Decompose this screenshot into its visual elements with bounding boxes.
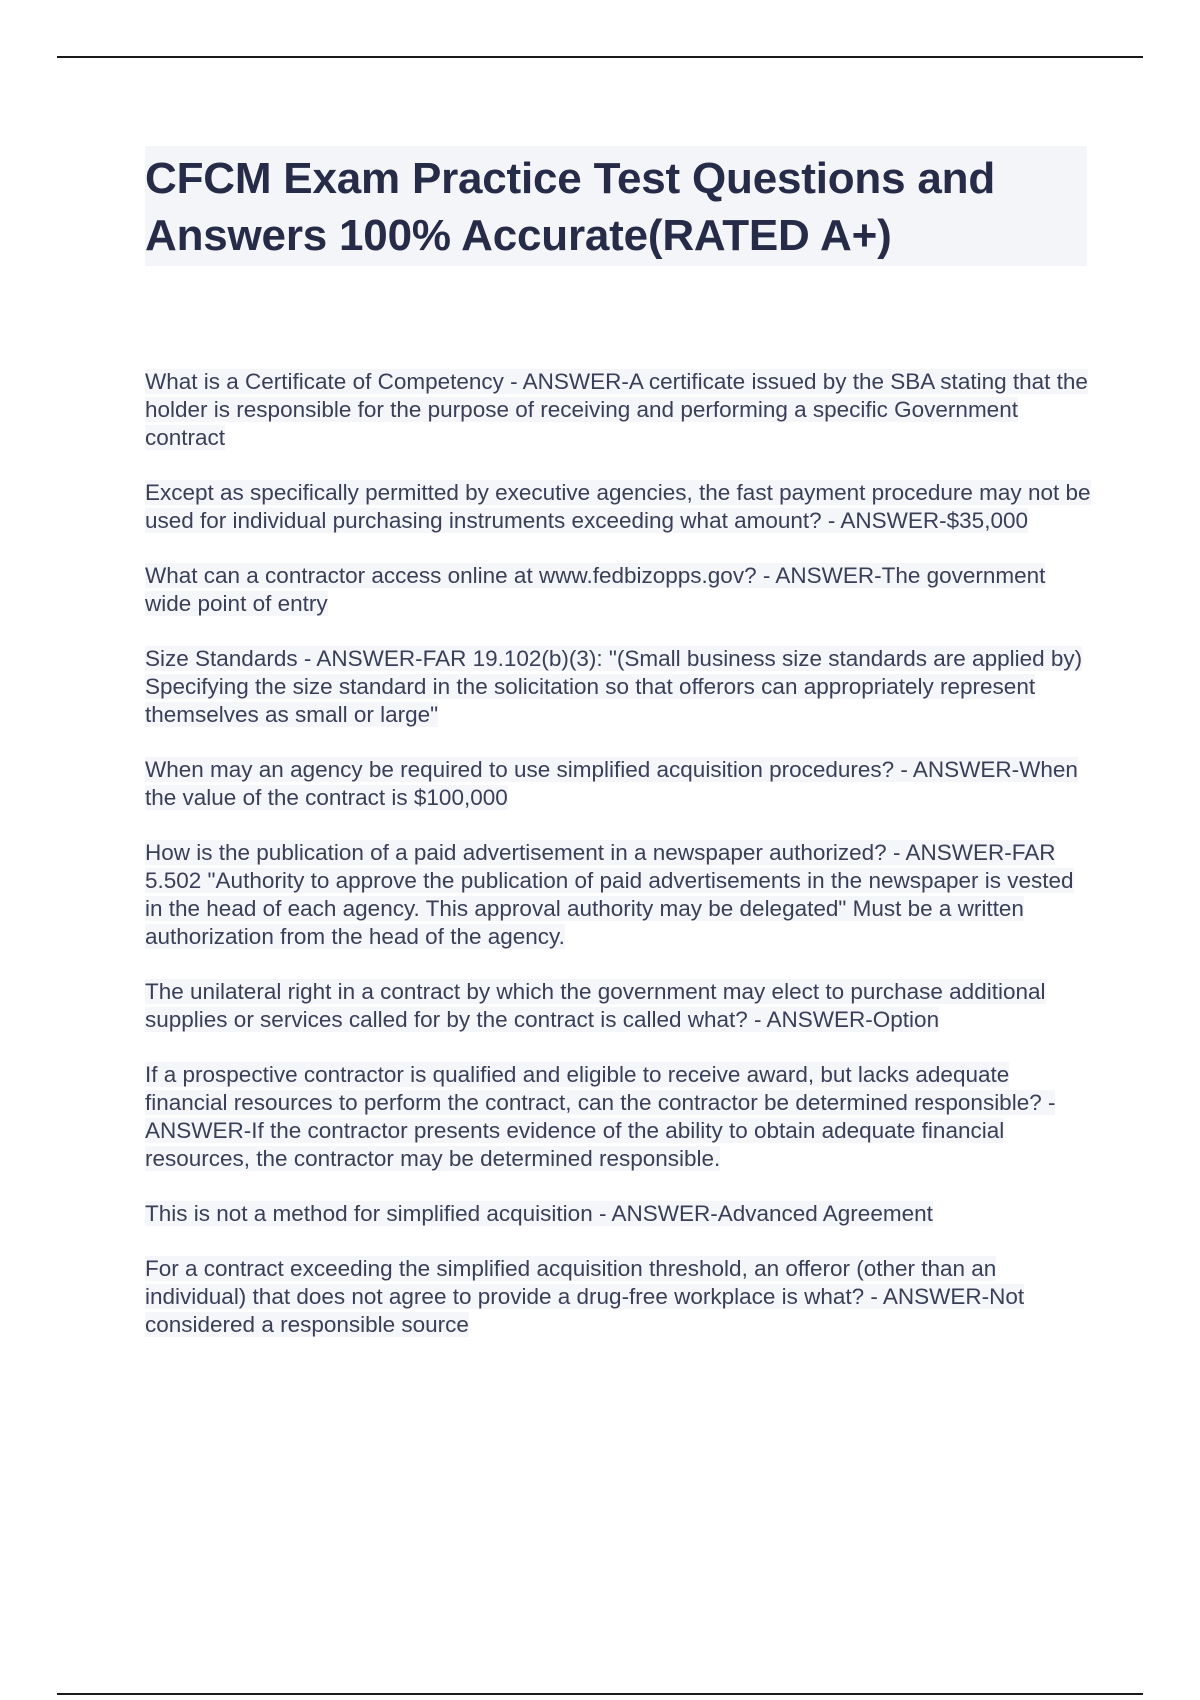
qa-item-4: Size Standards - ANSWER-FAR 19.102(b)(3): "(Small business size standards are applied by) Specifying the size standard in the solicitation so that offerors can appropriately represent themselves as small or large" [145,646,1083,727]
qa-item-6: How is the publication of a paid advertisement in a newspaper authorized? - ANSWER-FAR 5.502 "Authority to approve the publication of paid advertisements in the newspaper is vested in the head of each agency. This approval authority may be delegated" Must be a written authorization from the head of the agency. [145,840,1074,949]
qa-item-10: For a contract exceeding the simplified acquisition threshold, an offeror (other than an individual) that does not agree to provide a drug-free workplace is what? - ANSWER-Not considered a responsible source [145,1256,1025,1337]
qa-item-1: What is a Certificate of Competency - ANSWER-A certificate issued by the SBA stating that the holder is responsible for the purpose of receiving and performing a specific Government contract [145,369,1088,450]
qa-item-3: What can a contractor access online at www.fedbizopps.gov? - ANSWER-The government wide point of entry [145,563,1046,616]
qa-item-9: This is not a method for simplified acquisition - ANSWER-Advanced Agreement [145,1201,933,1226]
qa-list [145,368,1095,1366]
document-title: CFCM Exam Practice Test Questions and Answers 100% Accurate(RATED A+) [145,146,1087,266]
qa-item-2: Except as specifically permitted by executive agencies, the fast payment procedure may not be used for individual purchasing instruments exceeding what amount? - ANSWER-$35,000 [145,480,1091,533]
qa-item-7: The unilateral right in a contract by which the government may elect to purchase additional supplies or services called for by the contract is called what? - ANSWER-Option [145,979,1046,1032]
top-rule [57,56,1143,58]
bottom-rule [57,1693,1143,1695]
qa-item-8: If a prospective contractor is qualified and eligible to receive award, but lacks adequate financial resources to perform the contract, can the contractor be determined responsible? - ANSWER-If the contractor presents evidence of the ability to obtain adequate financial resources, the contractor may be determined responsible. [145,1062,1056,1171]
qa-item-5: When may an agency be required to use simplified acquisition procedures? - ANSWER-When the value of the contract is $100,000 [145,757,1078,810]
